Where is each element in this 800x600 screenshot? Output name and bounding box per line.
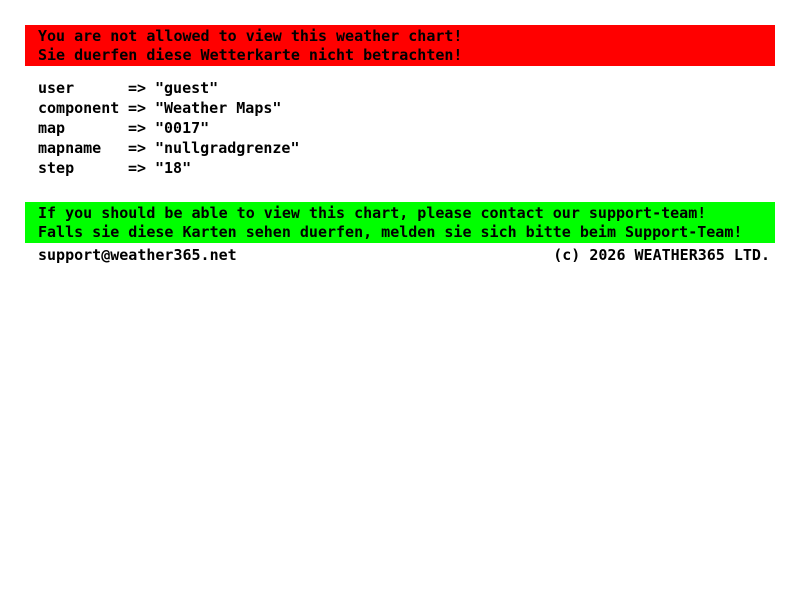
detail-value: "nullgradgrenze" (155, 139, 300, 157)
denied-message-de: Sie duerfen diese Wetterkarte nicht betrachten! (38, 45, 463, 64)
detail-row-step (38, 158, 300, 178)
denied-message-en: You are not allowed to view this weather chart! (38, 26, 463, 45)
detail-key: map (38, 119, 66, 137)
detail-row-map (38, 118, 300, 138)
arrow-glyph: => (128, 119, 147, 137)
access-denied-banner (25, 25, 775, 66)
arrow-glyph: => (128, 139, 147, 157)
detail-row-mapname (38, 138, 300, 158)
footer (38, 245, 770, 265)
detail-row-user (38, 78, 300, 98)
detail-value: "0017" (155, 119, 210, 137)
request-details (38, 78, 300, 178)
detail-key: mapname (38, 139, 102, 157)
detail-value: "18" (155, 159, 192, 177)
support-banner (25, 202, 775, 243)
detail-key: user (38, 79, 75, 97)
detail-row-component (38, 98, 300, 118)
detail-value: "Weather Maps" (155, 99, 282, 117)
arrow-glyph: => (128, 99, 147, 117)
support-email: support@weather365.net (38, 246, 237, 264)
detail-key: step (38, 159, 75, 177)
arrow-glyph: => (128, 159, 147, 177)
copyright-notice: (c) 2026 WEATHER365 LTD. (553, 246, 770, 264)
support-message-en: If you should be able to view this chart, please contact our support-team! (38, 203, 707, 222)
detail-key: component (38, 99, 120, 117)
detail-value: "guest" (155, 79, 219, 97)
arrow-glyph: => (128, 79, 147, 97)
support-message-de: Falls sie diese Karten sehen duerfen, melden sie sich bitte beim Support-Team! (38, 222, 743, 241)
